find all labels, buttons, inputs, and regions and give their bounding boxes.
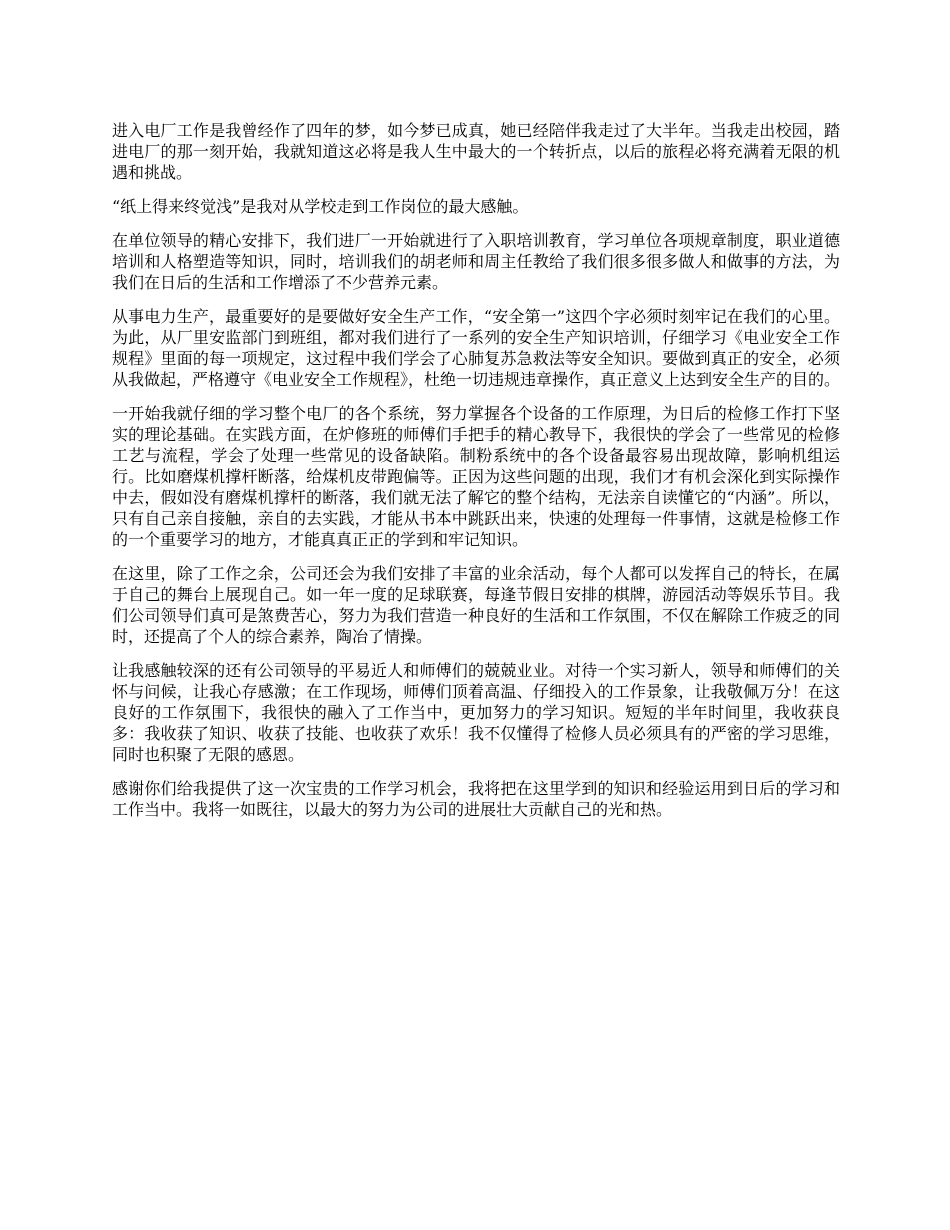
paragraph-1: 进入电厂工作是我曾经作了四年的梦，如今梦已成真，她已经陪伴我走过了大半年。当我走出校园，踏进电厂的那一刻开始，我就知道这必将是我人生中最大的一个转折点，以后的旅程必将充满着无限的机遇和挑战。 <box>112 121 840 182</box>
paragraph-6: 在这里，除了工作之余，公司还会为我们安排了丰富的业余活动，每个人都可以发挥自己的特长，在属于自己的舞台上展现自己。如一年一度的足球联赛，每逢节假日安排的棋牌，游园活动等娱乐节目。我们公司领导们真可是煞费苦心，努力为我们营造一种良好的生活和工作氛围，不仅在解除工作疲乏的同时，还提高了个人的综合素养，陶冶了情操。 <box>112 564 840 646</box>
paragraph-2: “纸上得来终觉浅”是我对从学校走到工作岗位的最大感触。 <box>112 197 529 216</box>
paragraph-4: 从事电力生产，最重要好的是要做好安全生产工作，“安全第一”这四个字必须时刻牢记在我们的心里。为此，从厂里安监部门到班组，都对我们进行了一系列的安全生产知识培训，仔细学习《电业安全工作规程》里面的每一项规定，这过程中我们学会了心肺复苏急救法等安全知识。要做到真正的安全，必须从我做起，严格遵守《电业安全工作规程》，杜绝一切违规违章操作，真正意义上达到安全生产的目的。 <box>112 307 841 389</box>
paragraph-3: 在单位领导的精心安排下，我们进厂一开始就进行了入职培训教育，学习单位各项规章制度，职业道德培训和人格塑造等知识，同时，培训我们的胡老师和周主任教给了我们很多很多做人和做事的方法，为我们在日后的生活和工作增添了不少营养元素。 <box>112 231 840 292</box>
paragraph-7: 让我感触较深的还有公司领导的平易近人和师傅们的兢兢业业。对待一个实习新人，领导和师傅们的关怀与问候，让我心存感激；在工作现场，师傅们顶着高温、仔细投入的工作景象，让我敬佩万分！在这良好的工作氛围下，我很快的融入了工作当中，更加努力的学习知识。短短的半年时间里，我收获良多：我收获了知识、收获了技能、也收获了欢乐！我不仅懂得了检修人员必须具有的严密的学习思维，同时也积聚了无限的感恩。 <box>112 661 840 764</box>
paragraph-8: 感谢你们给我提供了这一次宝贵的工作学习机会，我将把在这里学到的知识和经验运用到日后的学习和工作当中。我将一如既往，以最大的努力为公司的进展壮大贡献自己的光和热。 <box>112 779 840 819</box>
document-body <box>112 120 840 833</box>
paragraph-5: 一开始我就仔细的学习整个电厂的各个系统，努力掌握各个设备的工作原理，为日后的检修工作打下坚实的理论基础。在实践方面，在炉修班的师傅们手把手的精心教导下，我很快的学会了一些常见的检修工艺与流程，学会了处理一些常见的设备缺陷。制粉系统中的各个设备最容易出现故障，影响机组运行。比如磨煤机撑杆断落，给煤机皮带跑偏等。正因为这些问题的出现，我们才有机会深化到实际操作中去，假如没有磨煤机撑杆的断落，我们就无法了解它的整个结构，无法亲自读懂它的“内涵”。所以，只有自己亲自接触，亲自的去实践，才能从书本中跳跃出来，快速的处理每一件事情，这就是检修工作的一个重要学习的地方，才能真真正正的学到和牢记知识。 <box>112 404 840 549</box>
